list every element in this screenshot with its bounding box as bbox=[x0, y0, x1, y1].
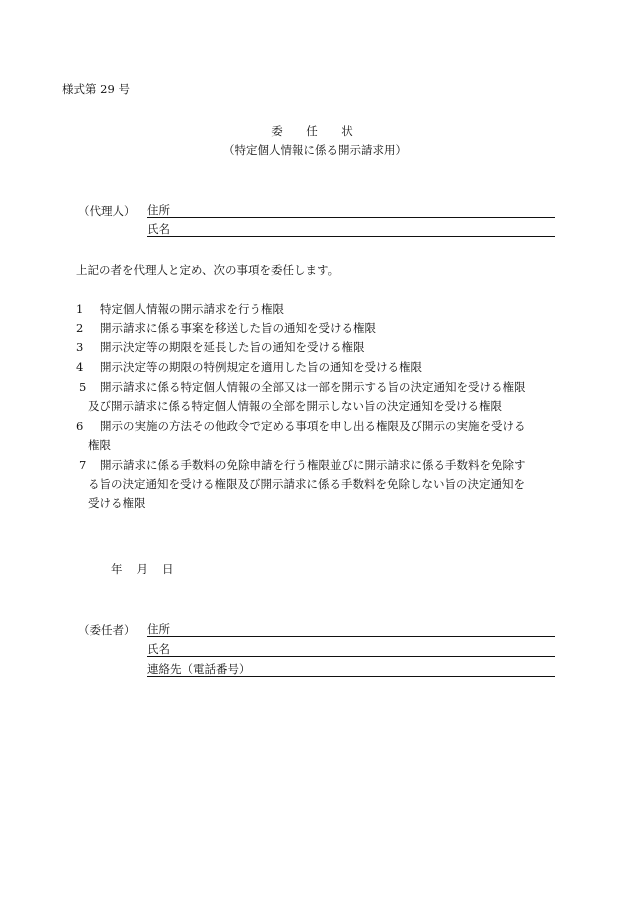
item-text: 開示決定等の期限を延長した旨の通知を受ける権限 bbox=[100, 340, 365, 354]
principal-address-label: 住所 bbox=[147, 621, 170, 636]
list-item bbox=[76, 378, 572, 416]
agent-name-label: 氏名 bbox=[147, 221, 170, 236]
item-text: 開示請求に係る事案を移送した旨の通知を受ける権限 bbox=[100, 321, 376, 335]
item-text-continued: 権限 bbox=[88, 438, 111, 452]
principal-contact-field[interactable] bbox=[147, 661, 555, 677]
item-number: 7 bbox=[79, 458, 87, 472]
principal-name-label: 氏名 bbox=[147, 641, 170, 656]
document-title: 委 任 状 bbox=[271, 124, 359, 138]
item-number: 6 bbox=[76, 419, 84, 433]
item-text: 開示決定等の期限の特例規定を適用した旨の通知を受ける権限 bbox=[100, 360, 422, 374]
list-item bbox=[76, 338, 572, 357]
date-year[interactable]: 年 bbox=[111, 562, 123, 576]
item-number: 3 bbox=[76, 340, 84, 354]
item-text: 開示請求に係る手数料の免除申請を行う権限並びに開示請求に係る手数料を免除す bbox=[100, 458, 526, 472]
item-text-continued: 受ける権限 bbox=[88, 496, 146, 510]
item-text: 特定個人情報の開示請求を行う権限 bbox=[100, 302, 284, 316]
list-item bbox=[76, 417, 572, 455]
list-item bbox=[76, 319, 572, 338]
agent-name-field[interactable] bbox=[147, 221, 555, 237]
item-number: 5 bbox=[79, 380, 87, 394]
date-month[interactable]: 月 bbox=[136, 562, 148, 576]
item-number: 1 bbox=[76, 302, 84, 316]
list-item bbox=[76, 300, 572, 319]
agent-label: （代理人） bbox=[78, 204, 136, 218]
item-text: 開示請求に係る特定個人情報の全部又は一部を開示する旨の決定通知を受ける権限 bbox=[100, 380, 526, 394]
item-text: 開示の実施の方法その他政令で定める事項を申し出る権限及び開示の実施を受ける bbox=[100, 419, 526, 433]
agent-address-label: 住所 bbox=[147, 202, 170, 217]
principal-label: （委任者） bbox=[78, 623, 136, 637]
principal-address-field[interactable] bbox=[147, 621, 555, 637]
principal-name-field[interactable] bbox=[147, 641, 555, 657]
principal-contact-label: 連絡先（電話番号） bbox=[147, 661, 251, 676]
date-line bbox=[111, 564, 188, 576]
item-text-continued: る旨の決定通知を受ける権限及び開示請求に係る手数料を免除しない旨の決定通知を bbox=[88, 477, 525, 491]
item-text-continued: 及び開示請求に係る特定個人情報の全部を開示しない旨の決定通知を受ける権限 bbox=[88, 399, 502, 413]
form-number: 様式第 29 号 bbox=[62, 82, 130, 96]
list-item bbox=[76, 358, 572, 377]
item-number: 4 bbox=[76, 360, 84, 374]
item-number: 2 bbox=[76, 321, 84, 335]
intro-text: 上記の者を代理人と定め、次の事項を委任します。 bbox=[76, 263, 340, 277]
agent-address-field[interactable] bbox=[147, 202, 555, 218]
date-day[interactable]: 日 bbox=[162, 562, 174, 576]
document-subtitle: （特定個人情報に係る開示請求用） bbox=[223, 143, 407, 157]
list-item bbox=[76, 456, 572, 513]
